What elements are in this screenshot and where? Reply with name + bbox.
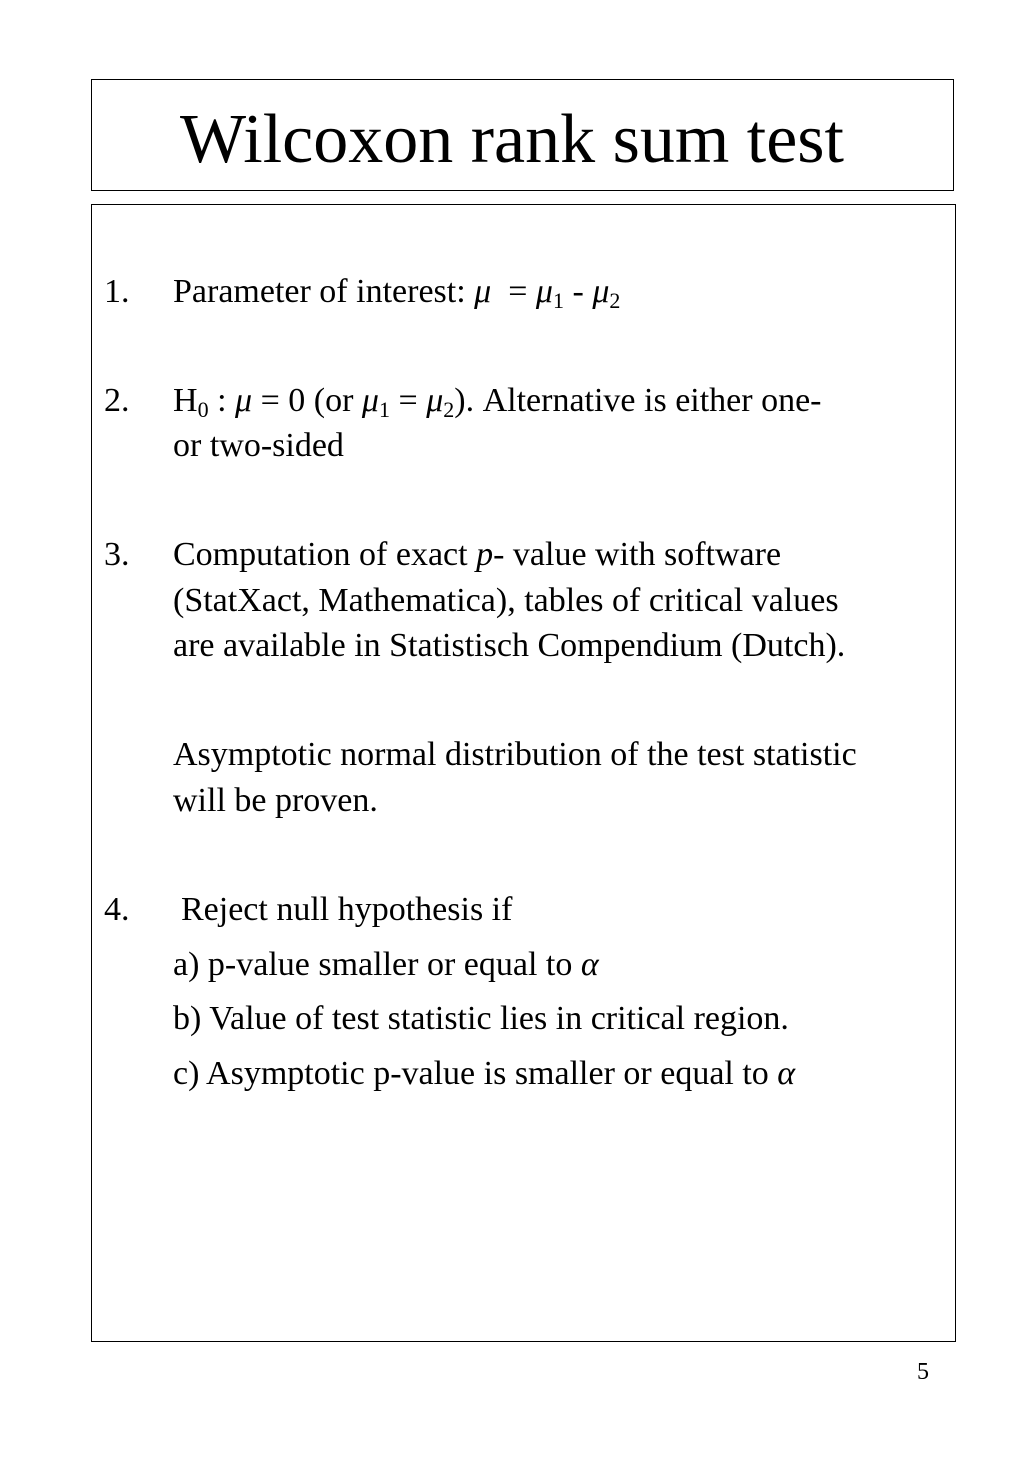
item-3-text-a: Computation of exact [173, 536, 477, 573]
item-1-label: Parameter of interest: [173, 273, 466, 310]
mu1-symbol: μ [361, 382, 379, 419]
mu1-subscript: 1 [553, 288, 564, 313]
mu2-symbol: μ [426, 382, 444, 419]
colon: : [208, 382, 236, 419]
item-4-c-text: c) Asymptotic p-value is smaller or equal to [173, 1055, 778, 1092]
item-3-note-line-1: Asymptotic normal distribution of the test statistic [173, 736, 857, 773]
item-2-line-1 [173, 381, 822, 421]
page-number: 5 [917, 1359, 929, 1385]
equals-sign: = [508, 273, 528, 310]
alpha-symbol: α [580, 946, 599, 983]
item-3-number: 3. [104, 536, 130, 573]
mu2-subscript: 2 [443, 397, 455, 422]
mu1-symbol: μ [535, 273, 553, 310]
item-3-note-line-2: will be proven. [173, 782, 378, 819]
h-symbol: H [173, 382, 198, 419]
item-2-rest: ). Alternative is either one- [454, 382, 822, 419]
equals-zero: = 0 (or [252, 382, 362, 419]
item-2-line-2: or two-sided [173, 427, 344, 464]
item-4-b: b) Value of test statistic lies in critical region. [173, 1000, 789, 1037]
h-subscript: 0 [197, 397, 209, 422]
item-4-a [173, 945, 599, 985]
item-3-text-b: - value with software [493, 536, 782, 573]
item-4-c [173, 1054, 795, 1094]
mu2-subscript: 2 [609, 288, 621, 313]
item-3-line-1 [173, 535, 781, 575]
minus-sign: - [572, 273, 584, 310]
item-4-a-text: a) p-value smaller or equal to [173, 946, 581, 983]
alpha-symbol: α [777, 1055, 796, 1092]
item-3-line-3: are available in Statistisch Compendium (Dutch). [173, 627, 846, 664]
item-2-number: 2. [104, 382, 130, 419]
item-1-number: 1. [104, 273, 130, 310]
equals-sign: = [390, 382, 427, 419]
mu2-symbol: μ [592, 273, 610, 310]
item-3-line-2: (StatXact, Mathematica), tables of critical values [173, 582, 839, 619]
page-title: Wilcoxon rank sum test [179, 101, 844, 178]
mu-symbol: μ [235, 382, 253, 419]
mu-symbol: μ [474, 273, 492, 310]
item-1-text [173, 272, 620, 312]
item-4-number: 4. [104, 891, 130, 928]
item-4-intro: Reject null hypothesis if [181, 891, 513, 928]
p-symbol: p [476, 536, 494, 573]
mu1-subscript: 1 [379, 397, 390, 422]
